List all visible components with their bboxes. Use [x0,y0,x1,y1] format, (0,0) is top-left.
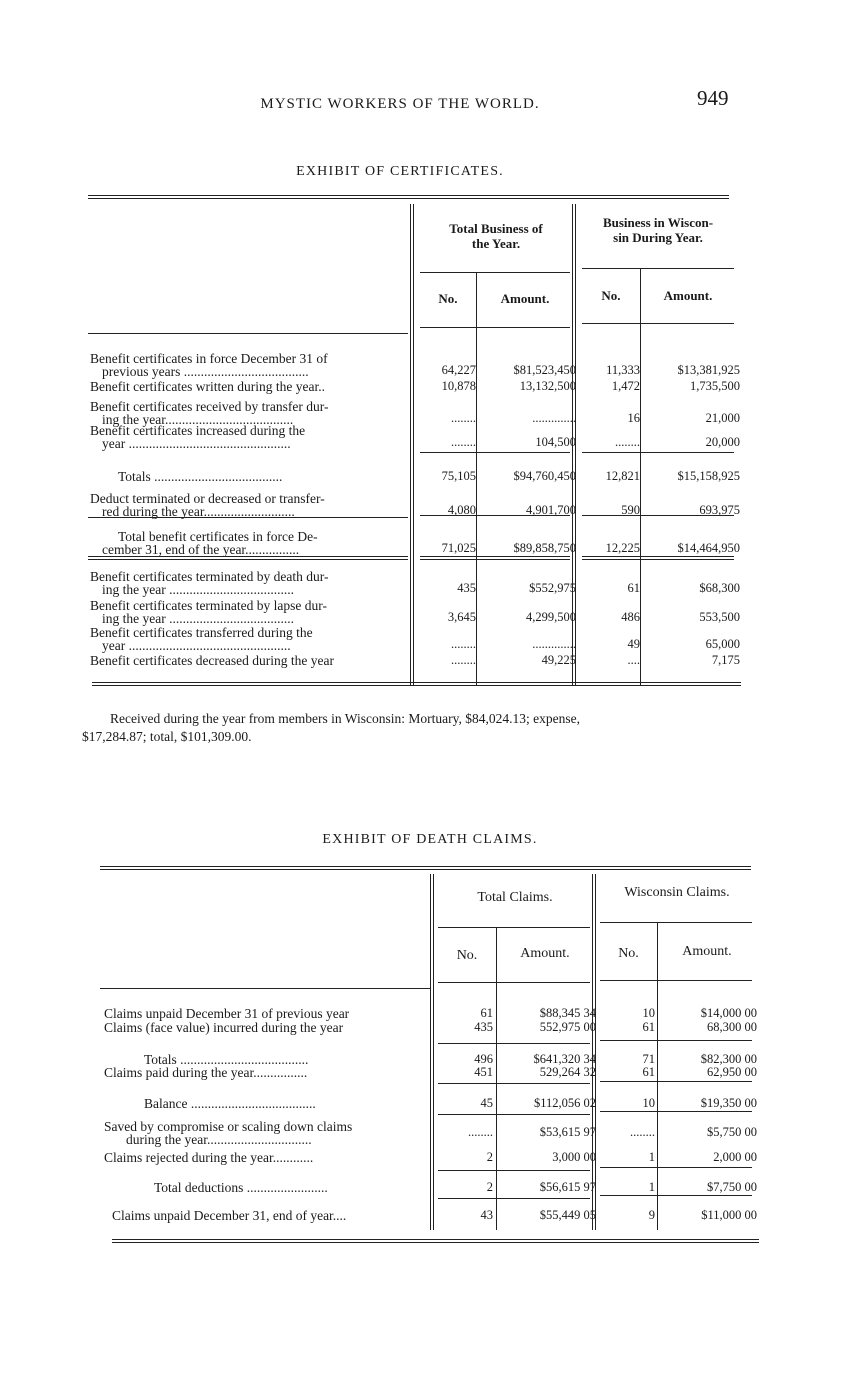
certificates-row-label: ing the year ..................................... [102,612,294,626]
death_claims-cell: 529,264 32 [539,1065,596,1079]
cert-divider-group2 [640,268,641,685]
certificates-cell: ........ [451,435,476,449]
death_claims-cell: 43 [480,1208,493,1222]
death_claims-cell: 61 [642,1020,655,1034]
death_claims-cell: 9 [648,1208,655,1222]
certificates-cell: 1,472 [611,379,640,393]
death_claims-cell: 2 [486,1180,493,1194]
cert-rule-post-net-wis [582,556,734,560]
certificates-cell: 590 [621,503,640,517]
certificates-row-label: cember 31, end of the year................ [102,543,300,557]
dc-group-head-total: Total Claims. [477,890,553,905]
cert-group-head-total-line2: the Year. [471,236,521,251]
certificates-row-label: year ................................................ [102,437,291,451]
certificates-cell: ........ [451,653,476,667]
certificates-cell: 693,975 [699,503,740,517]
certificates-cell: 75,105 [441,469,476,483]
certificates-cell: 20,000 [705,435,740,449]
certificates-cell: 10,878 [441,379,476,393]
dc-rule-pre-deductions [438,1170,590,1171]
death_claims-cell: $14,000 00 [700,1006,757,1020]
death_claims-cell: $82,300 00 [700,1052,757,1066]
certificates-cell: $15,158,925 [677,469,740,483]
dc-rule-post-balance-wis [600,1111,752,1112]
dc-rule-pre-balance [438,1083,590,1084]
death_claims-cell: 552,975 00 [539,1020,596,1034]
certificates-row-label: year ................................................ [102,639,291,653]
cert-col-no-2: No. [601,288,621,303]
death_claims-cell: 10 [642,1096,655,1110]
certificates-cell: $13,381,925 [677,363,740,377]
death_claims-cell: 10 [642,1006,655,1020]
death_claims-cell: 62,950 00 [707,1065,757,1079]
certificates-cell: $94,760,450 [513,469,576,483]
receipts-note [110,710,810,728]
cert-label-rule [88,333,408,334]
certificates-cell: 435 [457,581,476,595]
death_claims-row-label: Claims paid during the year................ [104,1066,308,1080]
cert-top-rule [88,195,729,199]
certificates-cell: 71,025 [441,541,476,555]
cert-group-head-wis-line1: Business in Wiscon- [602,215,714,230]
death_claims-cell: 45 [480,1096,493,1110]
dc-divider-left [430,874,434,1230]
certificates-cell: 11,333 [606,363,640,377]
certificates-cell: 21,000 [705,411,740,425]
dc-group-head-wisconsin: Wisconsin Claims. [624,885,730,900]
certificates-row-label: Totals ...................................... [118,470,283,484]
dc-rule-post-deductions [438,1198,590,1199]
dc-top-rule [100,866,751,870]
certificates-cell: 7,175 [711,653,740,667]
certificates-cell: .............. [532,411,576,425]
dc-group1-rule [438,927,590,928]
cert-rule-pre-totals-wis [582,452,734,453]
certificates-cell: 4,080 [447,503,476,517]
certificates-cell: $81,523,450 [513,363,576,377]
cert-rule-pre-net-wis [582,515,734,516]
certificates-title: EXHIBIT OF CERTIFICATES. [296,164,504,179]
cert-rule-pre-net [420,515,570,516]
cert-divider-group1 [476,272,477,685]
certificates-row-label: red during the year........................... [102,505,295,519]
certificates-row-label: Benefit certificates terminated by lapse dur- [90,599,328,613]
cert-col-amount-2: Amount. [663,288,713,303]
death_claims-cell: $7,750 00 [707,1180,757,1194]
dc-rule-pre-totals [438,1043,590,1044]
death_claims-row-label: Claims unpaid December 31 of previous year [104,1007,350,1021]
dc-colhead-rule1 [438,982,590,983]
certificates-row-label: Benefit certificates decreased during the year [90,654,334,668]
certificates-cell: $68,300 [699,581,740,595]
certificates-cell: ........ [451,637,476,651]
death_claims-cell: 3,000 00 [552,1150,596,1164]
death_claims-cell: ........ [630,1125,655,1139]
certificates-cell: 64,227 [441,363,476,377]
certificates-cell: 61 [627,581,640,595]
cert-rule-label-net [88,517,408,518]
death_claims-cell: $88,345 34 [539,1006,596,1020]
certificates-row-label: Benefit certificates transferred during the [90,626,313,640]
death_claims-cell: 61 [642,1065,655,1079]
certificates-cell: 4,901,700 [526,503,576,517]
cert-rule-pre-totals [420,452,570,453]
cert-colhead-rule1 [420,327,570,328]
certificates-cell: .... [627,653,640,667]
death_claims-cell: $53,615 97 [539,1125,596,1139]
dc-rule-post-balance [438,1114,590,1115]
death_claims-cell: $112,056 02 [533,1096,596,1110]
death_claims-row-label: Total deductions ........................ [154,1181,328,1195]
dc-rule-pre-totals-wis [600,1040,752,1041]
certificates-cell: 12,821 [605,469,640,483]
page-number: 949 [697,86,729,110]
dc-rule-pre-balance-wis [600,1081,752,1082]
certificates-cell: 12,225 [605,541,640,555]
death_claims-row-label: Balance ..................................... [144,1097,316,1111]
cert-bottom-rule [92,682,741,686]
certificates-cell: 49,225 [541,653,576,667]
death_claims-cell: 2,000 00 [713,1150,757,1164]
certificates-row-label: Benefit certificates terminated by death dur- [90,570,329,584]
certificates-cell: $14,464,950 [677,541,740,555]
dc-label-rule [100,988,430,989]
certificates-cell: $89,858,750 [513,541,576,555]
cert-col-amount-1: Amount. [500,291,550,306]
death_claims-cell: $11,000 00 [701,1208,757,1222]
certificates-cell: 486 [621,610,640,624]
cert-colhead-rule2 [582,323,734,324]
cert-rule-post-net [420,556,570,560]
death_claims-row-label: Claims (face value) incurred during the year [104,1021,344,1035]
certificates-cell: .............. [532,637,576,651]
certificates-cell: 16 [627,411,640,425]
certificates-row-label: ing the year ..................................... [102,583,294,597]
death_claims-cell: ........ [468,1125,493,1139]
dc-bottom-rule [112,1239,759,1243]
cert-rule-label-post-net [88,556,408,560]
death_claims-cell: $5,750 00 [707,1125,757,1139]
cert-group-head-total [420,221,572,251]
certificates-row-label: Benefit certificates in force December 31 of [90,352,328,366]
certificates-row-label: Benefit certificates increased during the [90,424,306,438]
receipts-note-line1: Received during the year from members in Wisconsin: Mortuary, $84,024.13; expense, [110,711,580,726]
certificates-cell: 553,500 [699,610,740,624]
receipts-note-cont [82,728,782,746]
death_claims-row-label: Saved by compromise or scaling down claims [104,1120,353,1134]
dc-divider-group2 [657,922,658,1230]
death_claims-row-label: during the year............................... [126,1133,312,1147]
certificates-row-label: Benefit certificates written during the year.. [90,380,326,394]
certificates-row-label: Deduct terminated or decreased or transfer- [90,492,325,506]
certificates-row-label: Total benefit certificates in force De- [118,530,318,544]
dc-group2-rule [600,922,752,923]
certificates-cell: 49 [627,637,640,651]
certificates-row-label: ing the year...................................... [102,413,294,427]
dc-divider-group1 [496,927,497,1230]
death_claims-cell: $19,350 00 [700,1096,757,1110]
dc-col-no-1: No. [456,948,478,963]
dc-rule-post-deductions-wis [600,1195,752,1196]
death_claims-cell: 2 [486,1150,493,1164]
death_claims-cell: 451 [474,1065,493,1079]
death_claims-row-label: Claims unpaid December 31, end of year.... [112,1209,347,1223]
certificates-row-label: previous years ..................................... [102,365,309,379]
running-header-title: MYSTIC WORKERS OF THE WORLD. [260,96,540,112]
death_claims-cell: 1 [648,1150,655,1164]
certificates-cell: 104,500 [535,435,576,449]
death_claims-cell: 435 [474,1020,493,1034]
death_claims-row-label: Claims rejected during the year............ [104,1151,314,1165]
dc-col-amount-1: Amount. [520,946,570,961]
certificates-cell: 65,000 [705,637,740,651]
cert-group-head-wisconsin [582,215,734,245]
receipts-note-line2: $17,284.87; total, $101,309.00. [82,729,252,744]
death_claims-cell: $56,615 97 [539,1180,596,1194]
dc-col-no-2: No. [618,946,639,961]
certificates-cell: 3,645 [447,610,476,624]
death_claims-cell: 71 [642,1052,655,1066]
certificates-cell: 1,735,500 [690,379,740,393]
certificates-cell: $552,975 [529,581,576,595]
certificates-cell: 4,299,500 [526,610,576,624]
death_claims-cell: 496 [474,1052,493,1066]
cert-col-no-1: No. [438,291,458,306]
dc-col-amount-2: Amount. [682,944,732,959]
death_claims-cell: 61 [480,1006,493,1020]
death_claims-cell: 68,300 00 [707,1020,757,1034]
dc-colhead-rule2 [600,980,752,981]
certificates-cell: 13,132,500 [519,379,576,393]
death_claims-row-label: Totals ...................................... [144,1053,309,1067]
cert-group-head-wis-line2: sin During Year. [613,230,703,245]
death_claims-cell: 1 [648,1180,655,1194]
death-claims-title: EXHIBIT OF DEATH CLAIMS. [322,832,538,847]
cert-group-head-total-line1: Total Business of [449,221,543,236]
certificates-cell: ........ [615,435,640,449]
death_claims-cell: $55,449 05 [539,1208,596,1222]
cert-group1-rule [420,272,570,273]
certificates-cell: ........ [451,411,476,425]
cert-group2-rule [582,268,734,269]
dc-rule-pre-deductions-wis [600,1167,752,1168]
certificates-row-label: Benefit certificates received by transfer dur- [90,400,329,414]
death_claims-cell: $641,320 34 [533,1052,596,1066]
